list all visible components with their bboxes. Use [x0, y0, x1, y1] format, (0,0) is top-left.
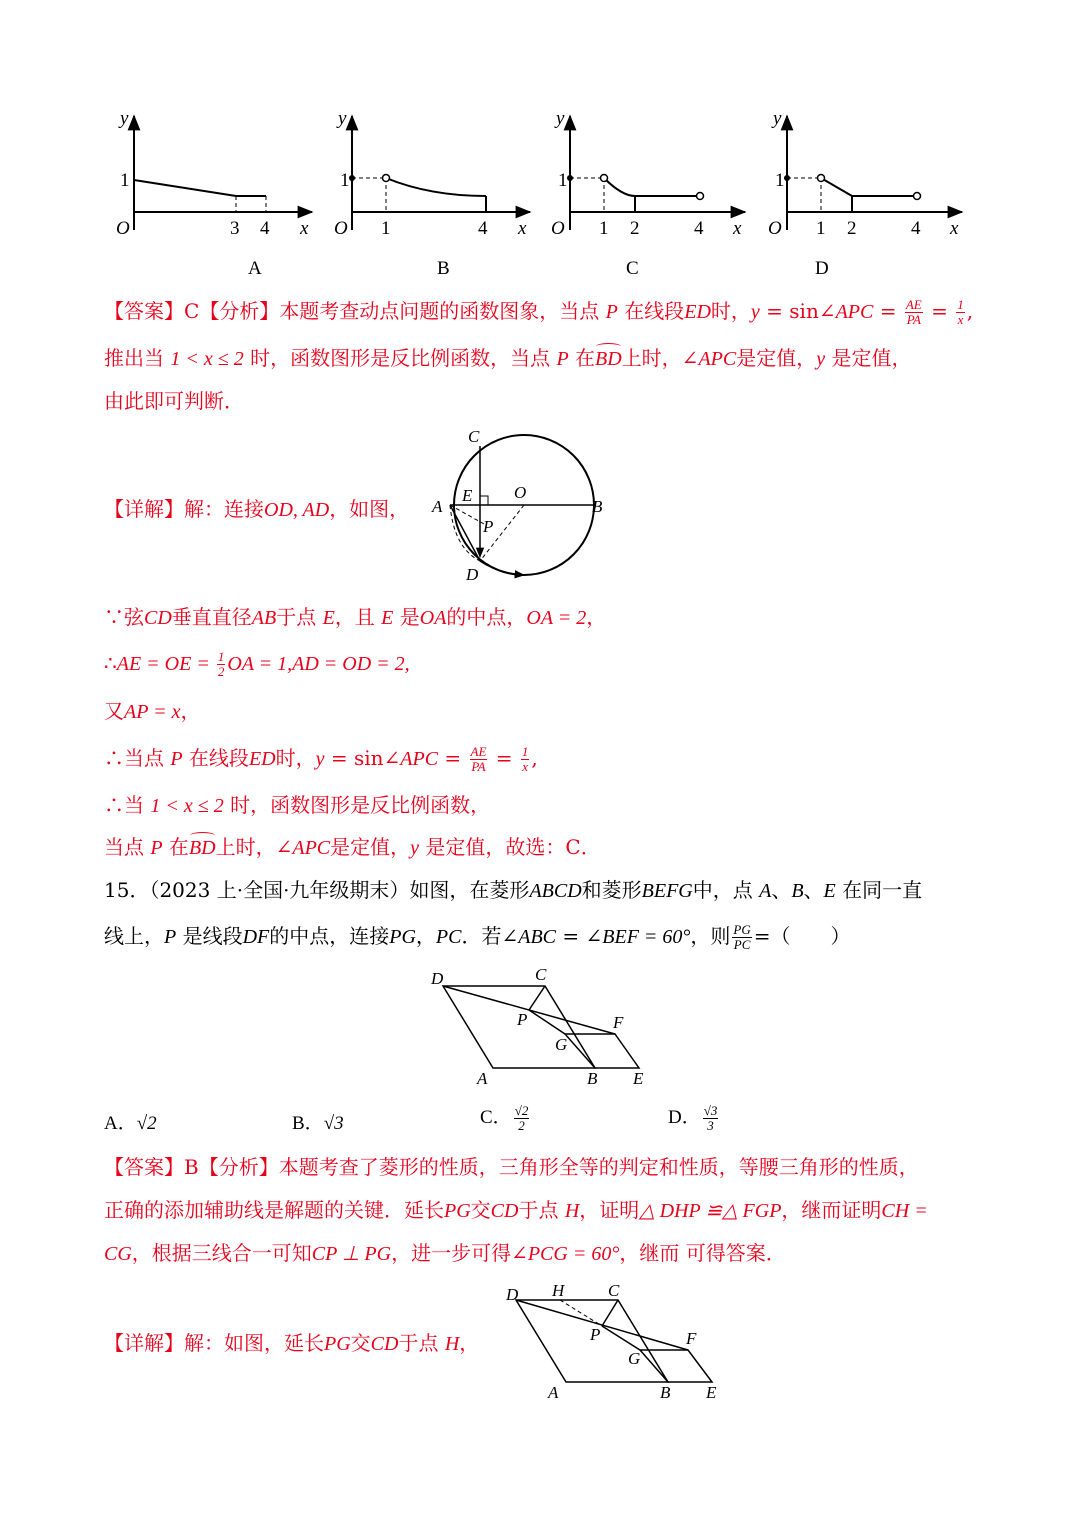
circle-label-p: P: [483, 517, 494, 536]
answer-value: B: [184, 1155, 199, 1179]
var-apc: APC: [400, 748, 439, 770]
var-befg: BEFG: [641, 880, 693, 902]
question-text: 中，点: [692, 878, 760, 902]
analysis-text: 交: [470, 1198, 491, 1222]
arc-bd: BD: [188, 837, 216, 859]
fraction-half: [217, 650, 226, 679]
q15-analysis-line-2: [104, 1197, 928, 1224]
var-abcd: ABCD: [529, 880, 582, 902]
step-text: 是定值，: [330, 835, 411, 859]
option-value: √2: [136, 1113, 157, 1134]
step-eq: AE = OE =: [116, 653, 215, 675]
step-text: 当点: [104, 835, 151, 859]
graph-c-x: x: [733, 218, 742, 239]
analysis-text: 时，函数图形是反比例函数，当点: [243, 346, 557, 370]
q14-analysis-line-2: [104, 345, 911, 372]
var-od-ad: OD, AD: [264, 499, 330, 521]
circle-label-e: E: [462, 486, 473, 505]
q14-answer-line: 【答案】C【分析】本题考查动点问题的函数图象，当点 P 在线段ED时，y = sin∠APC = $\frac{AE}{PA}$ = $\frac{1}{x}$ ,: [104, 297, 974, 327]
step-eq: OA = 1,AD = OD = 2,: [227, 653, 410, 675]
fig2-label-a: A: [548, 1383, 559, 1402]
analysis-text: 本题考查动点问题的函数图象，当点: [279, 299, 606, 323]
var-apc: APC: [292, 837, 331, 859]
congruence: △ DHP ≌△ FGP: [639, 1200, 782, 1222]
fig2-label-d: D: [506, 1285, 519, 1304]
q14-step-5: [104, 792, 490, 819]
q14-analysis-line-3: [104, 388, 244, 414]
graph-c-label: C: [626, 258, 639, 279]
detail-text: 交: [350, 1331, 371, 1355]
step-text: ，: [586, 605, 607, 629]
fraction-ae-pa: [905, 298, 923, 327]
fig1-label-f: F: [613, 1013, 624, 1032]
option-a[interactable]: [104, 1108, 157, 1135]
step-text: 是定值，故选：C．: [419, 835, 601, 859]
graph-b-x: x: [518, 218, 527, 239]
var-p: P: [164, 926, 177, 948]
var-e: E: [322, 607, 335, 629]
analysis-text: ，进一步可得∠: [391, 1241, 528, 1265]
q15-detail-line: [104, 1330, 479, 1357]
step-text: 在线段: [182, 746, 249, 770]
option-b[interactable]: [292, 1108, 344, 1135]
graph-a-origin: O: [116, 218, 130, 239]
analysis-tag: 【分析】: [199, 299, 280, 323]
answer-tag: 【答案】: [104, 299, 184, 323]
step-text: 于点: [276, 605, 323, 629]
var-p: P: [605, 301, 618, 323]
detail-text: 于点: [398, 1331, 445, 1355]
circle-figure: [428, 428, 618, 588]
graph-d-y: y: [773, 108, 782, 129]
frac-den: x: [957, 312, 964, 327]
var-cd: CD: [490, 1200, 519, 1222]
option-letter: A．: [104, 1113, 137, 1134]
question-text: ，则: [690, 924, 731, 948]
frac-num: 1: [521, 744, 529, 759]
graph-d-one: 1: [775, 170, 785, 191]
option-fraction: [703, 1104, 719, 1133]
fig1-label-c: C: [535, 965, 547, 984]
question-text: 如图，在菱形: [409, 878, 530, 902]
fig2-label-g: G: [628, 1349, 641, 1368]
option-fraction: [514, 1104, 530, 1133]
step-text: 时，函数图形是反比例函数，: [223, 793, 491, 817]
question-text: =（ ）: [753, 924, 851, 948]
frac-den: PA: [906, 312, 921, 327]
fig2-label-p: P: [590, 1325, 601, 1344]
var-pc: PC: [435, 926, 462, 948]
question-text: 是线段: [176, 924, 243, 948]
detail-tag: 【详解】: [104, 497, 184, 521]
analysis-text: ，继而证明: [781, 1198, 882, 1222]
step-text: ∴当: [104, 793, 151, 817]
fraction-ae-pa: [470, 745, 488, 774]
question-text: ．若∠: [461, 924, 519, 948]
frac-num: AE: [470, 744, 487, 759]
graph-b-tick-1: 1: [381, 218, 391, 239]
eq-oa: OA = 2: [526, 607, 587, 629]
angle-pcg: PCG = 60°: [527, 1243, 620, 1265]
question-text: 线上，: [104, 924, 164, 948]
detail-text: ，如图，: [329, 497, 410, 521]
option-letter: B．: [292, 1113, 324, 1134]
var-ed: ED: [248, 748, 276, 770]
var-p: P: [170, 748, 183, 770]
fig2-label-h: H: [552, 1281, 565, 1300]
analysis-text: 是定值，: [736, 346, 817, 370]
q15-answer-line: [104, 1154, 919, 1180]
analysis-text: ，继而 可得答案．: [619, 1241, 786, 1265]
frac-den: x: [522, 759, 529, 774]
frac-num: 1: [217, 649, 225, 664]
graph-d-tick-1: 1: [816, 218, 826, 239]
var-e: E: [381, 607, 394, 629]
graph-b-one: 1: [340, 170, 350, 191]
q15-analysis-line-3: [104, 1240, 786, 1267]
question-text: 的中点，连接: [269, 924, 390, 948]
fig1-label-g: G: [555, 1035, 568, 1054]
var-h: H: [564, 1200, 580, 1222]
analysis-text: ，根据三线合一可知: [131, 1241, 312, 1265]
fig2-label-b: B: [660, 1383, 671, 1402]
graph-b-y: y: [338, 108, 347, 129]
fig1-label-a: A: [477, 1069, 488, 1088]
question-text: 和菱形: [581, 878, 642, 902]
option-c[interactable]: [480, 1102, 531, 1133]
fig2-label-f: F: [686, 1329, 697, 1348]
circle-label-b: B: [592, 497, 603, 516]
var-y: y: [410, 837, 420, 859]
q14-step-2: [104, 650, 410, 679]
perpendicular: CP ⊥ PG: [311, 1243, 392, 1265]
graph-a-tick-4: 4: [260, 218, 270, 239]
arc-bd: BD: [595, 348, 622, 370]
step-text: ，且: [334, 605, 382, 629]
separator: 、: [771, 878, 792, 902]
detail-tag: 【详解】: [104, 1331, 184, 1355]
var-y: y: [816, 348, 826, 370]
circle-label-a: A: [432, 497, 443, 516]
var-pg: PG: [389, 926, 416, 948]
answer-value: C: [184, 299, 200, 323]
fig2-label-e: E: [706, 1383, 717, 1402]
graph-a-one: 1: [120, 170, 130, 191]
graph-a-x: x: [300, 218, 309, 239]
fig2-label-c: C: [608, 1281, 620, 1300]
option-letter: C．: [480, 1107, 512, 1128]
graph-c-origin: O: [551, 218, 565, 239]
graph-c-tick-4: 4: [694, 218, 704, 239]
fraction-pg-pc: [732, 923, 751, 952]
inequality: 1 < x ≤ 2: [170, 348, 244, 370]
step-text: 是: [393, 605, 420, 629]
frac-den: 3: [707, 1118, 714, 1134]
step-eq: AP = x: [124, 701, 181, 723]
step-text: 垂直直径: [171, 605, 252, 629]
var-p: P: [150, 837, 163, 859]
question-number: 15．: [104, 878, 150, 902]
analysis-text: 上时，∠: [621, 346, 699, 370]
eq-ch: CH =: [881, 1200, 928, 1222]
step-text: 又: [104, 699, 124, 723]
analysis-text: 推出当: [104, 346, 171, 370]
graph-b: [334, 108, 530, 279]
frac-num: PG: [733, 922, 751, 937]
analysis-text: 是定值，: [825, 346, 912, 370]
question-source: （2023 上·全国·九年级期末）: [149, 878, 410, 902]
var-e: E: [823, 880, 836, 902]
var-cd: CD: [370, 1333, 399, 1355]
graph-c: [551, 108, 745, 279]
analysis-text: 正确的添加辅助线是解题的关键．延长: [104, 1198, 444, 1222]
graph-d-label: D: [815, 258, 829, 279]
var-ab: AB: [251, 607, 277, 629]
var-apc: APC: [835, 301, 874, 323]
rhombus-figure-1: [425, 962, 665, 1092]
frac-den: 2: [518, 1118, 525, 1134]
graph-b-tick-4: 4: [478, 218, 488, 239]
step-text: 在: [162, 835, 189, 859]
graph-a-label: A: [248, 258, 262, 279]
frac-num: AE: [905, 297, 922, 312]
step-text: ∴: [104, 651, 117, 675]
analysis-text: 于点: [518, 1198, 565, 1222]
fig1-label-p: P: [517, 1010, 528, 1029]
fig1-label-d: D: [431, 969, 444, 988]
detail-text: ，: [459, 1331, 480, 1355]
step-text: = sin∠: [324, 746, 401, 770]
graph-a-tick-3: 3: [230, 218, 240, 239]
analysis-text: 本题考查了菱形的性质，三角形全等的判定和性质，等腰三角形的性质，: [278, 1155, 919, 1179]
q14-detail-line: [104, 496, 409, 523]
frac-den: 2: [217, 664, 225, 679]
q15-question-line-1: [104, 877, 922, 904]
question-text: = ∠: [556, 924, 603, 948]
frac-num: √3: [703, 1103, 718, 1119]
analysis-text: 时，: [710, 299, 751, 323]
var-ed: ED: [684, 301, 711, 323]
inequality: 1 < x ≤ 2: [150, 795, 224, 817]
step-text: 时，: [275, 746, 316, 770]
var-p: P: [556, 348, 569, 370]
var-oa: OA: [419, 607, 447, 629]
var-apc: APC: [698, 348, 737, 370]
question-text: ，: [415, 924, 436, 948]
graph-d: [768, 108, 962, 279]
var-y: y: [750, 301, 760, 323]
graph-d-tick-2: 2: [847, 218, 857, 239]
analysis-text: 由此即可判断．: [104, 389, 244, 413]
answer-tag: 【答案】: [104, 1155, 184, 1179]
graph-a: [116, 108, 312, 279]
graph-d-tick-4: 4: [911, 218, 921, 239]
step-text: 的中点，: [446, 605, 527, 629]
circle-label-o: O: [514, 483, 527, 502]
q14-step-6: [104, 834, 601, 861]
question-text: 在同一直: [835, 878, 923, 902]
separator: 、: [803, 878, 824, 902]
var-abc: ABC: [518, 926, 557, 948]
fraction-1-x: [956, 298, 965, 327]
frac-num: √2: [514, 1103, 529, 1119]
frac-den: PA: [471, 759, 486, 774]
q14-step-3: [104, 698, 200, 725]
option-value: √3: [323, 1113, 344, 1134]
graph-c-tick-2: 2: [630, 218, 640, 239]
graph-c-tick-1: 1: [599, 218, 609, 239]
var-cd: CD: [144, 607, 172, 629]
analysis-text: = sin∠: [759, 299, 836, 323]
frac-den: PC: [733, 937, 751, 952]
analysis-text: 在: [568, 346, 596, 370]
graph-c-y: y: [556, 108, 565, 129]
var-y: y: [315, 748, 325, 770]
step-text: ∵弦: [104, 605, 144, 629]
graph-b-origin: O: [334, 218, 348, 239]
graph-d-x: x: [950, 218, 959, 239]
graph-b-label: B: [437, 258, 450, 279]
var-cg: CG: [104, 1243, 132, 1265]
step-text: ∴当点: [104, 746, 171, 770]
graph-d-origin: O: [768, 218, 782, 239]
angle-value: = 60°: [638, 926, 691, 948]
var-b: B: [791, 880, 804, 902]
var-h: H: [444, 1333, 460, 1355]
var-bef: BEF: [602, 926, 639, 948]
rhombus-figure-2: [500, 1276, 740, 1406]
var-pg: PG: [444, 1200, 471, 1222]
detail-text: 解：如图，延长: [184, 1331, 324, 1355]
step-text: 上时，∠: [215, 835, 293, 859]
q14-step-4: ∴当点 P 在线段ED时，y = sin∠APC = $\frac{AE}{PA}$ = $\frac{1}{x}$ ,: [104, 744, 538, 774]
var-pg: PG: [324, 1333, 351, 1355]
fig1-label-e: E: [633, 1069, 644, 1088]
frac-num: 1: [957, 297, 964, 312]
analysis-text: ，证明: [579, 1198, 640, 1222]
step-text: ，: [180, 699, 201, 723]
option-d[interactable]: [668, 1102, 720, 1133]
option-letter: D．: [668, 1107, 701, 1128]
graph-a-y: y: [120, 108, 129, 129]
q15-question-line-2: [104, 923, 851, 952]
circle-label-c: C: [468, 428, 480, 446]
var-a: A: [759, 880, 772, 902]
circle-label-d: D: [466, 565, 479, 584]
detail-text: 解：连接: [184, 497, 264, 521]
graph-c-one: 1: [558, 170, 568, 191]
var-df: DF: [242, 926, 270, 948]
fig1-label-b: B: [587, 1069, 598, 1088]
analysis-tag: 【分析】: [198, 1155, 279, 1179]
analysis-text: 在线段: [617, 299, 685, 323]
option-graphs: [100, 100, 980, 290]
q14-step-1: [104, 604, 606, 631]
fraction-1-x: [521, 745, 530, 774]
